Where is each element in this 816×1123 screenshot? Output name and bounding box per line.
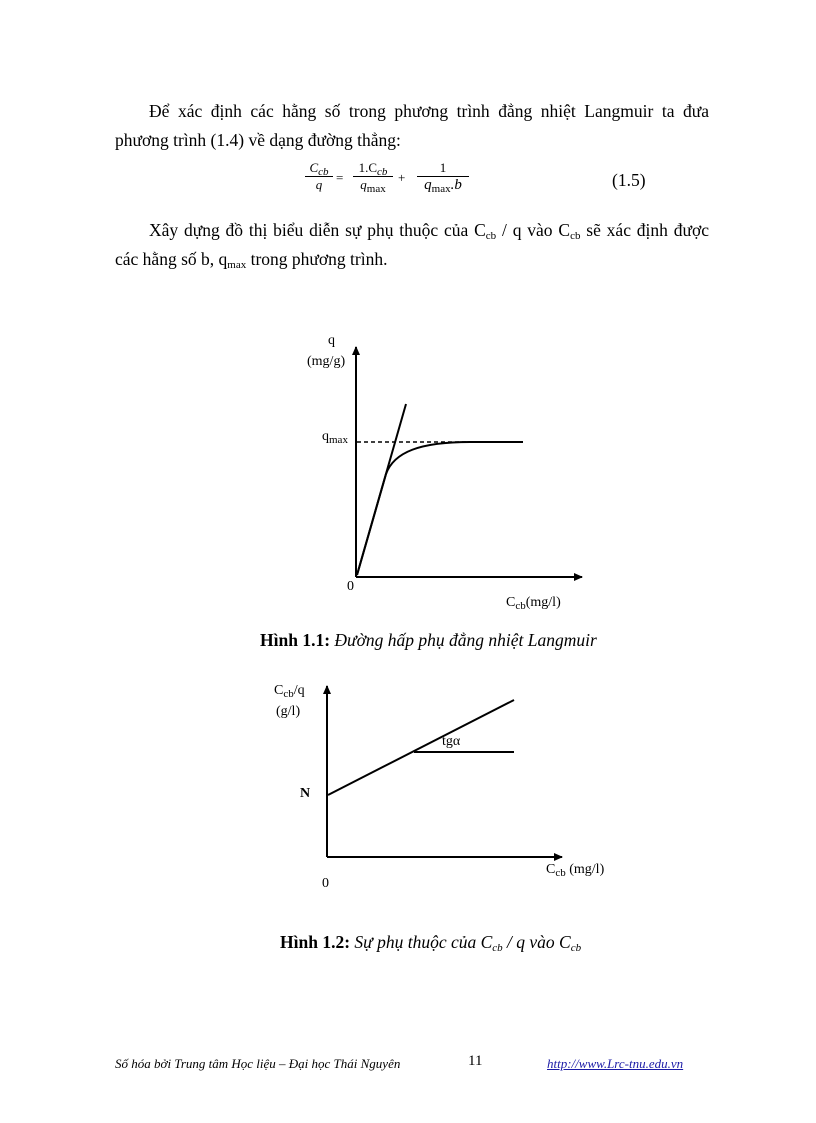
figure2-tg-label: tgα	[442, 734, 461, 749]
figure2-y-label-unit: (g/l)	[276, 704, 301, 719]
eq-equals: =	[336, 170, 344, 185]
eq-lhs: $C_{cb}$ q	[305, 160, 333, 193]
figure2-graph	[327, 686, 562, 857]
figure1-origin-label: 0	[347, 579, 354, 594]
figure2-y-label: $C_{cb}/q$	[274, 683, 305, 700]
figure1-caption: Hình 1.1: Đường hấp phụ đẳng nhiệt Langmuir	[260, 630, 597, 650]
paragraph-method: Xây dựng đồ thị biểu diễn sự phụ thuộc của $C_{cb}$ / q vào $C_{cb}$ sẽ xác định được các hằng số b, $q_{max}$ trong phương trình.	[115, 220, 709, 271]
figure2-x-label: $C_{cb}$ (mg/l)	[546, 862, 605, 879]
figure2-n-label: N	[300, 786, 311, 801]
figure1-qmax-label: $q_{max}$	[322, 429, 348, 446]
figure2-caption: Hình 1.2: Sự phụ thuộc của $C_{cb}$ / q vào $C_{cb}$	[280, 932, 582, 954]
footer-url-link[interactable]: http://www.Lrc-tnu.edu.vn	[547, 1056, 684, 1071]
figure1-y-label-q: q	[328, 333, 335, 348]
figure1-graph	[356, 347, 582, 577]
footer-page-number: 11	[468, 1053, 483, 1069]
eq-plus: +	[398, 170, 406, 185]
footer-source: Số hóa bởi Trung tâm Học liệu – Đại học Thái Nguyên	[115, 1056, 401, 1071]
eq-term2: 1 $q_{max}.b$	[417, 160, 469, 194]
figure2-origin-label: 0	[322, 876, 329, 891]
eq-term1: $1.C_{cb}$ $q_{max}$	[353, 160, 393, 193]
paragraph-intro: Để xác định các hằng số trong phương trình đẳng nhiệt Langmuir ta đưa phương trình (1.4) về dạng đường thẳng:	[115, 101, 709, 150]
figure1-y-label-unit: (mg/g)	[307, 354, 346, 369]
figure2-linear-line	[328, 700, 514, 795]
figure1-x-label: $C_{cb}(mg/l)$	[506, 595, 561, 612]
figure1-langmuir-curve	[357, 442, 523, 575]
equation-number: (1.5)	[612, 170, 646, 190]
